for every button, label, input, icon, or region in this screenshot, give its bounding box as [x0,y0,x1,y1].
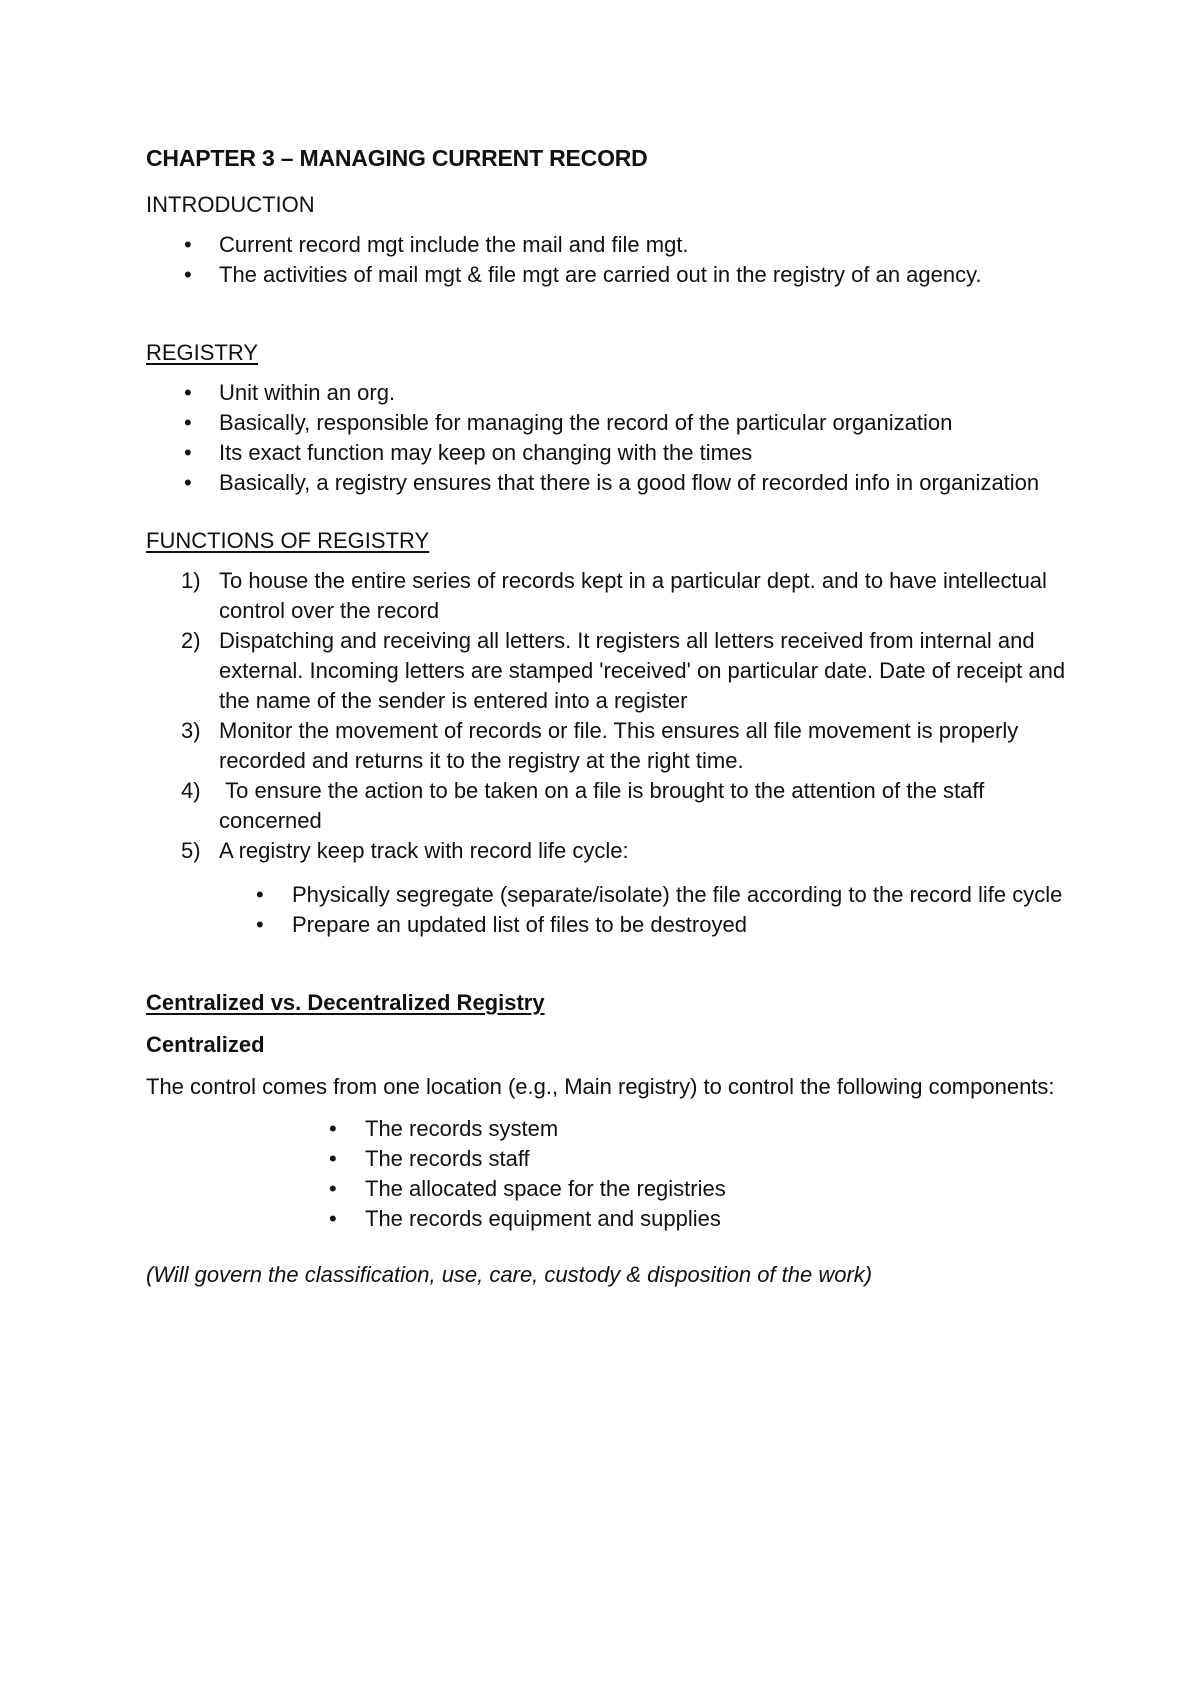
list-item [146,438,1076,468]
number-marker: 3) [181,718,201,743]
bullet-marker: • [184,380,192,405]
list-item-text: The records system [365,1116,559,1141]
bullet-marker: • [329,1176,337,1201]
list-item-text: The allocated space for the registries [365,1176,726,1201]
number-marker: 1) [181,568,201,593]
bullet-marker: • [329,1146,337,1171]
list-item-text: Its exact function may keep on changing with the times [219,440,753,465]
bullet-marker: • [329,1116,337,1141]
centralized-vs-heading: Centralized vs. Decentralized Registry [146,990,545,1015]
bullet-marker: • [184,410,192,435]
list-item [146,260,1076,290]
list-item [146,1144,1076,1174]
centralized-list [146,1114,1076,1234]
centralized-note: (Will govern the classification, use, care, custody & disposition of the work) [146,1262,873,1287]
bullet-marker: • [329,1206,337,1231]
number-marker: 4) [181,778,201,803]
list-item [146,1174,1076,1204]
list-item [146,566,1076,626]
list-item [146,626,1076,716]
list-item [146,776,1076,836]
list-item [146,1204,1076,1234]
list-item [146,408,1076,438]
list-item [146,880,1076,910]
bullet-marker: • [256,882,264,907]
list-item-text: Monitor the movement of records or file. This ensures all file movement is properly recorded and returns it to the registry at the right time. [219,718,1019,773]
list-item [146,230,1076,260]
centralized-paragraph: The control comes from one location (e.g., Main registry) to control the following components: [146,1074,1055,1099]
bullet-marker: • [184,232,192,257]
list-item-text: Basically, responsible for managing the record of the particular organization [219,410,953,435]
bullet-marker: • [184,262,192,287]
introduction-list [146,230,1076,290]
bullet-marker: • [184,470,192,495]
list-item [146,836,1076,866]
functions-list [146,566,1076,866]
list-item-text: Dispatching and receiving all letters. It registers all letters received from internal and external. Incoming letters are stamped 'received' on particular date. Date of receipt and the name of the sender is entered into a register [219,628,1066,713]
list-item-text: To ensure the action to be taken on a file is brought to the attention of the staff concerned [219,778,991,833]
number-marker: 5) [181,838,201,863]
list-item-text: Physically segregate (separate/isolate) the file according to the record life cycle [292,882,1063,907]
registry-heading: REGISTRY [146,340,259,365]
list-item [146,468,1076,498]
list-item [146,1114,1076,1144]
centralized-subheading: Centralized [146,1032,265,1057]
registry-list [146,378,1076,498]
bullet-marker: • [256,912,264,937]
list-item-text: A registry keep track with record life cycle: [219,838,629,863]
list-item-text: The records equipment and supplies [365,1206,721,1231]
list-item-text: The activities of mail mgt & file mgt are carried out in the registry of an agency. [219,262,982,287]
list-item-text: Prepare an updated list of files to be destroyed [292,912,747,937]
document-page [146,145,1076,1290]
number-marker: 2) [181,628,201,653]
list-item-text: The records staff [365,1146,530,1171]
bullet-marker: • [184,440,192,465]
introduction-heading: INTRODUCTION [146,192,315,217]
list-item-text: Basically, a registry ensures that there is a good flow of recorded info in organization [219,470,1040,495]
list-item-text: Current record mgt include the mail and file mgt. [219,232,689,257]
functions-sub-list [146,880,1076,940]
list-item [146,378,1076,408]
chapter-title: CHAPTER 3 – MANAGING CURRENT RECORD [146,145,648,171]
list-item [146,910,1076,940]
list-item-text: To house the entire series of records kept in a particular dept. and to have intellectual control over the record [219,568,1047,623]
list-item-text: Unit within an org. [219,380,396,405]
list-item [146,716,1076,776]
functions-heading: FUNCTIONS OF REGISTRY [146,528,430,553]
